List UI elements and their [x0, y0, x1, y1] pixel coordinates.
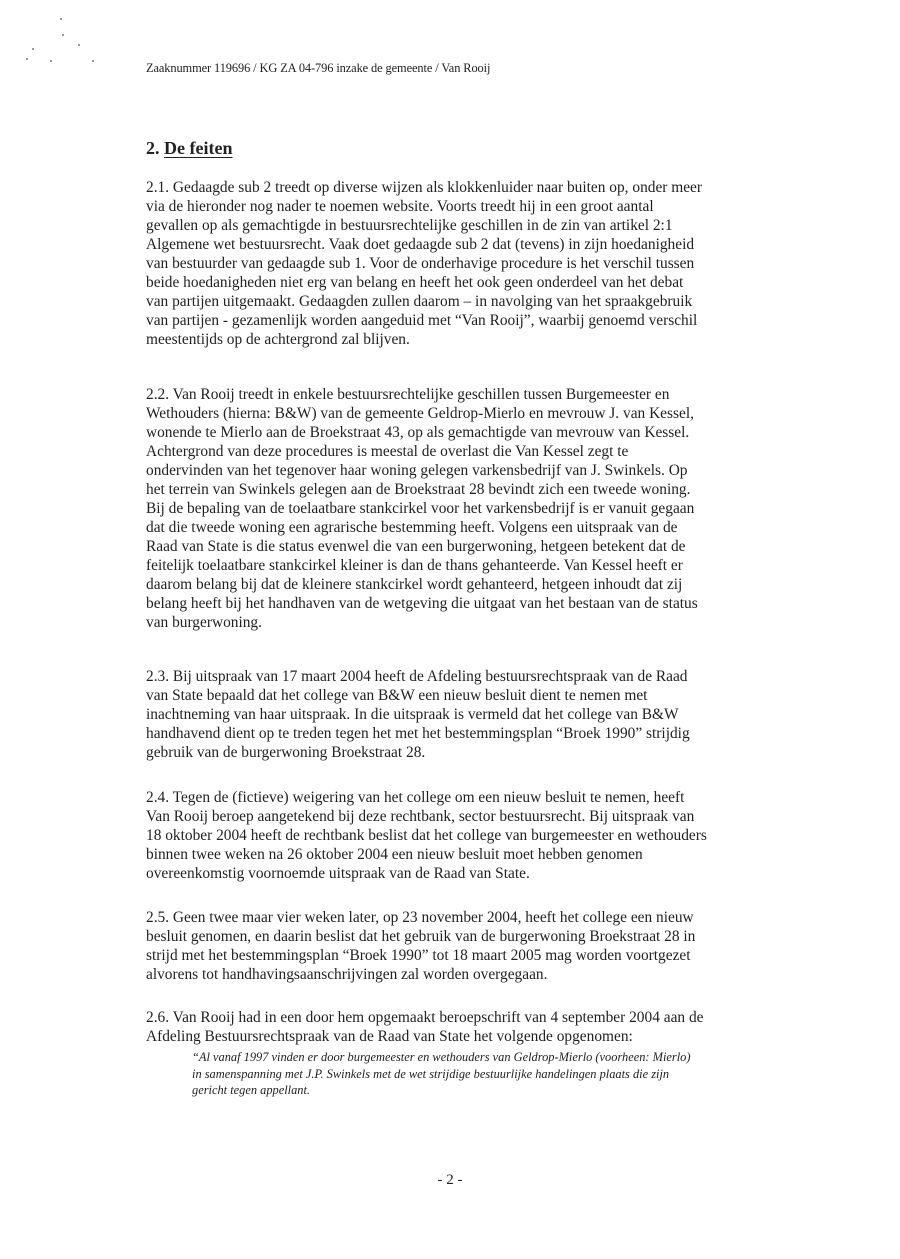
scan-speck: [78, 44, 80, 46]
text-line: 18 oktober 2004 heeft de rechtbank beslist dat het college van burgemeester en wethouders: [146, 827, 707, 844]
scan-artifacts: [20, 14, 120, 74]
text-line: gebruik van de burgerwoning Broekstraat 28.: [146, 744, 426, 761]
text-line: het terrein van Swinkels gelegen aan de Broekstraat 28 bevindt zich een tweede woning.: [146, 481, 691, 498]
paragraph-2-6: [146, 1008, 836, 1046]
text-line: van burgerwoning.: [146, 614, 262, 631]
text-line: gericht tegen appellant.: [192, 1083, 311, 1097]
text-line: Achtergrond van deze procedures is meestal de overlast die Van Kessel zegt te: [146, 443, 629, 460]
scan-speck: [60, 18, 62, 20]
scan-speck: [26, 58, 28, 60]
text-line: van partijen uitgemaakt. Gedaagden zullen daarom – in navolging van het spraakgebruik: [146, 293, 693, 310]
section-number: 2.: [146, 138, 160, 158]
paragraph-2-3: [146, 667, 836, 762]
text-line: handhavend dient op te treden tegen het met het bestemmingsplan “Broek 1990” strijdig: [146, 725, 690, 742]
scan-speck: [50, 60, 52, 62]
text-line: Van Rooij beroep aangetekend bij deze rechtbank, sector bestuursrecht. Bij uitspraak van: [146, 808, 695, 825]
text-line: meestentijds op de achtergrond zal blijven.: [146, 331, 410, 348]
text-line: Raad van State is die status evenwel die van een burgerwoning, hetgeen betekent dat de: [146, 538, 686, 555]
case-header: Zaaknummer 119696 / KG ZA 04-796 inzake de gemeente / Van Rooij: [146, 61, 491, 75]
section-title: De feiten: [164, 138, 233, 158]
text-line: Afdeling Bestuursrechtspraak van de Raad van State het volgende opgenomen:: [146, 1028, 633, 1045]
text-line: binnen twee weken na 26 oktober 2004 een nieuw besluit moet hebben genomen: [146, 846, 643, 863]
text-line: “Al vanaf 1997 vinden er door burgemeester en wethouders van Geldrop-Mierlo (voorheen: Mierlo): [192, 1050, 691, 1064]
text-line: wonende te Mierlo aan de Broekstraat 43, op als gemachtigde van mevrouw van Kessel.: [146, 424, 690, 441]
text-line: van partijen - gezamenlijk worden aangeduid met “Van Rooij”, waarbij genoemd verschil: [146, 312, 698, 329]
text-line: in samenspanning met J.P. Swinkels met de wet strijdige bestuurlijke handelingen plaats die zijn: [192, 1066, 670, 1081]
text-line: daarom belang bij dat de kleinere stankcirkel wordt gehanteerd, hetgeen inhoudt dat zij: [146, 576, 683, 593]
text-line: 2.5. Geen twee maar vier weken later, op 23 november 2004, heeft het college een nieuw: [146, 909, 694, 926]
text-line: strijd met het bestemmingsplan “Broek 1990” tot 18 maart 2005 mag worden voortgezet: [146, 947, 691, 964]
text-line: 2.3. Bij uitspraak van 17 maart 2004 heeft de Afdeling bestuursrechtspraak van de Raad: [146, 668, 688, 685]
text-line: van State bepaald dat het college van B&W een nieuw besluit dient te nemen met: [146, 687, 648, 704]
text-line: 2.2. Van Rooij treedt in enkele bestuursrechtelijke geschillen tussen Burgemeester en: [146, 386, 670, 403]
section-heading: [146, 138, 232, 159]
paragraph-2-1: [146, 178, 836, 349]
text-line: gevallen op als gemachtigde in bestuursrechtelijke geschillen in de zin van artikel 2:1: [146, 217, 673, 234]
text-line: beide hoedanigheden niet erg van belang en heeft het ook geen onderdeel van het debat: [146, 274, 684, 291]
text-line: Bij de bepaling van de toelaatbare stankcirkel voor het varkensbedrijf is er vanuit gegaan: [146, 500, 695, 517]
text-line: 2.4. Tegen de (fictieve) weigering van het college om een nieuw besluit te nemen, heeft: [146, 789, 685, 806]
text-line: belang heeft bij het handhaven van de wetgeving die uitgaat van het bestaan van de status: [146, 595, 698, 612]
text-line: besluit genomen, en daarin beslist dat het gebruik van de burgerwoning Broekstraat 28 in: [146, 928, 696, 945]
text-line: Algemene wet bestuursrecht. Vaak doet gedaagde sub 2 dat (tevens) in zijn hoedanigheid: [146, 236, 695, 253]
scan-speck: [32, 48, 34, 50]
scan-speck: [62, 34, 64, 36]
block-quote: [192, 1049, 832, 1099]
paragraph-2-5: [146, 908, 836, 984]
text-line: inachtneming van haar uitspraak. In die uitspraak is vermeld dat het college van B&W: [146, 706, 679, 723]
text-line: van bestuurder van gedaagde sub 1. Voor de onderhavige procedure is het verschil tussen: [146, 255, 695, 272]
text-line: alvorens tot handhavingsaanschrijvingen zal worden overgegaan.: [146, 966, 548, 983]
text-line: overeenkomstig voornoemde uitspraak van de Raad van State.: [146, 865, 530, 882]
text-line: dat die tweede woning een agrarische bestemming heeft. Volgens een uitspraak van de: [146, 519, 678, 536]
text-line: Wethouders (hierna: B&W) van de gemeente Geldrop-Mierlo en mevrouw J. van Kessel,: [146, 405, 694, 422]
paragraph-2-2: [146, 385, 836, 632]
text-line: 2.6. Van Rooij had in een door hem opgemaakt beroepschrift van 4 september 2004 aan de: [146, 1009, 704, 1026]
page-number: - 2 -: [437, 1172, 463, 1188]
paragraph-2-4: [146, 788, 836, 883]
text-line: 2.1. Gedaagde sub 2 treedt op diverse wijzen als klokkenluider naar buiten op, onder meer: [146, 179, 703, 196]
text-line: feitelijk toelaatbare stankcirkel kleiner is dan de thans gehanteerde. Van Kessel heeft er: [146, 557, 683, 574]
text-line: via de hieronder nog nader te noemen website. Voorts treedt hij in een groot aantal: [146, 198, 654, 215]
scan-speck: [92, 60, 94, 62]
text-line: ondervinden van het tegenover haar woning gelegen varkensbedrijf van J. Swinkels. Op: [146, 462, 688, 479]
